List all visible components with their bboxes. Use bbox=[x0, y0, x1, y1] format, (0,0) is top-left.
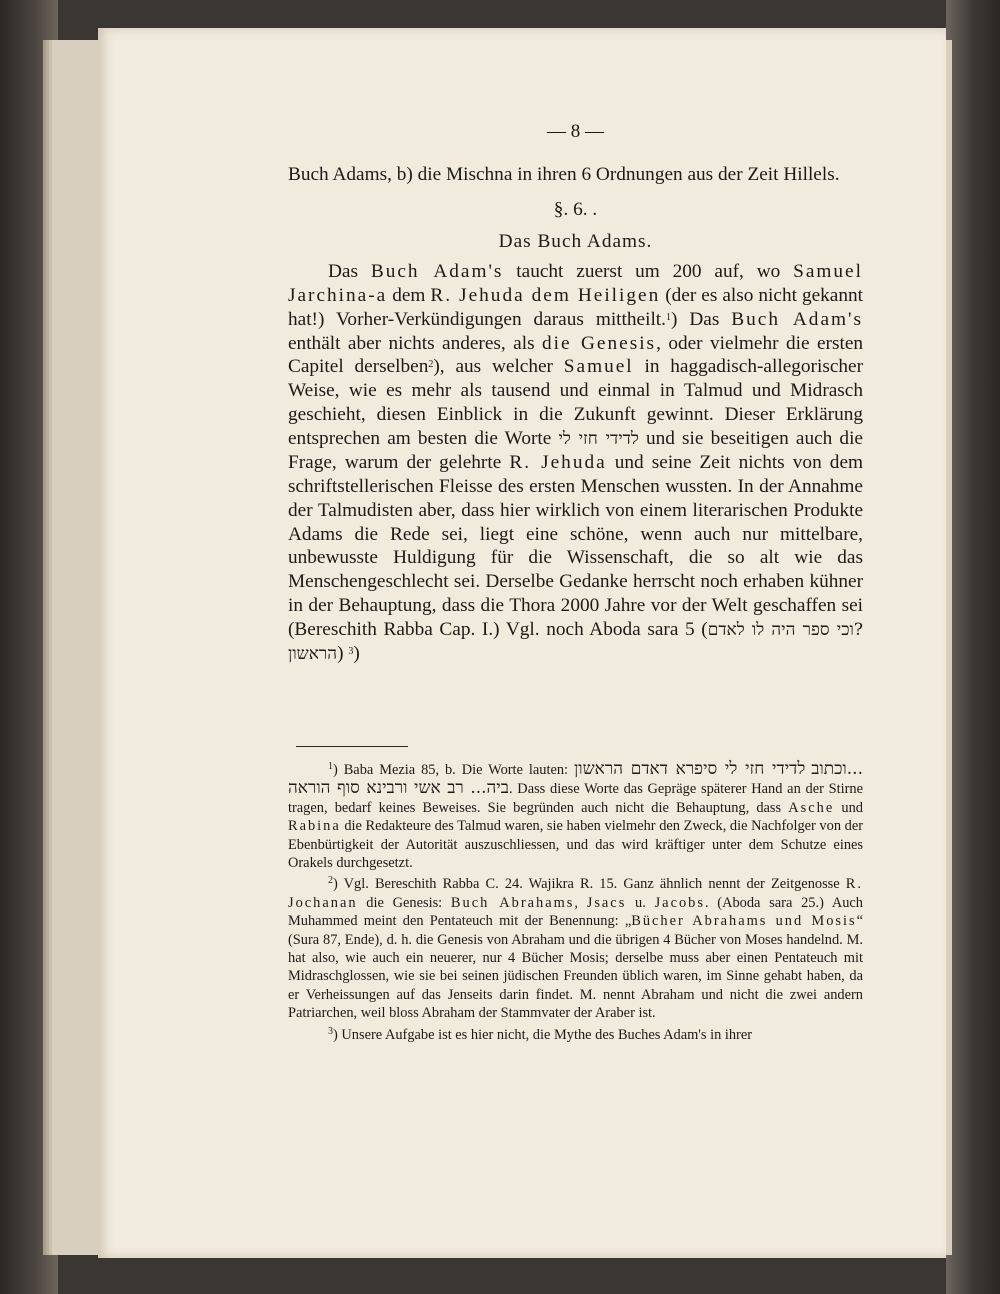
emphasis-samuel: Samuel bbox=[563, 356, 634, 378]
footnote-ref-1: 1 bbox=[665, 311, 671, 323]
page-number: — 8 — bbox=[547, 121, 604, 142]
emphasis-samuel-jarchina: Samuel Jarchina-a bbox=[288, 261, 863, 306]
scan-border-left bbox=[0, 0, 58, 1294]
footnote-2: $^2$) Vgl. Bereschith Rabba C. 24. Wajikra R. 15. Ganz ähnlich nennt der Zeitgenosse R. Jochanan die Genesis: Buch Abrahams, Jsacs u. Jacobs. (Aboda sara 25.) Auch Muhammed meint den Pentateuch mit der Benennung: „Bücher Abrahams und Mosis“ (Sura 87, Ende), d. h. die Genesis von Abraham und die übrigen 4 Bücher von Moses handelnd. M. hat also, wie auch ein neuerer, nur 4 Bücher Mosis; derselbe muss aber einen Pentateuch mit Midraschglossen, wie sie bei seinen jüdischen Freunden üblich waren, im Sinne gehabt haben, da er Verheissungen auf das Jenseits darin findet. M. nennt Abraham und nicht die zwei andern Patriarchen, weil bloss Abraham der Stammvater der Araber ist. bbox=[288, 875, 863, 1022]
footnote-divider bbox=[296, 746, 408, 747]
footnote-1: $^1$) Baba Mezia 85, b. Die Worte lauten: לדידי חזי לי סיפרא דאדם הראשון ...וכתוב ביה... רב אשי ורבינא סוף הוראה. Dass diese Worte das Gepräge späterer Hand an der Stirne tragen, bedarf keines Beweises. Sie begründen auch nicht die Behauptung, dass Asche und Rabina die Redakteure des Talmud waren, sie haben vielmehr den Zweck, die Nachfolger von der Ebenbürtigkeit der Autorität auszuschliessen, und das wird kräftiger unter dem Schutze eines Orakels durchgesetzt. bbox=[288, 759, 863, 872]
footnote-ref-2: 2 bbox=[428, 359, 434, 371]
footnote-3: $^3$) Unsere Aufgabe ist es hier nicht, die Mythe des Buches Adam's in ihrer bbox=[328, 1025, 753, 1043]
hebrew-quote-1: לדידי חזי לי bbox=[558, 428, 639, 449]
emphasis-buch-adams-2: Buch Adam's bbox=[731, 308, 863, 330]
footnotes bbox=[288, 760, 863, 1044]
emphasis-r-jehuda: R. Jehuda bbox=[509, 452, 607, 474]
paragraph-main: Das Buch Adam's taucht zuerst um 200 auf, wo Samuel Jarchina-a dem R. Jehuda dem Heiligen (der es also nicht gekannt hat!) Vorher-Verkündigungen daraus mittheilt.$^1$) Das Buch Adam's enthält aber nichts anderes, als die Genesis, oder vielmehr die ersten Capitel derselben$^2$), aus welcher Samuel in haggadisch-allegorischer Weise, wie es mehr als tausend und einmal in Talmud und Midrasch geschieht, diesen Einblick in die Zukunft gewinnt. Dieser Erklärung entsprechen am besten die Worte לדידי חזי לי und sie beseitigen auch die Frage, warum der gelehrte R. Jehuda und seine Zeit nichts von dem schriftstellerischen Fleisse des ersten Menschen wussten. In der Annahme der Talmudisten aber, dass hier wirklich von einem literarischen Produkte Adams die Rede sei, liegt eine schöne, wenn auch nur mittelbare, unbewusste Huldigung für die Wissenschaft, die so alt wie das Menschengeschlecht sei. Derselbe Gedanke herrscht noch erhaben kühner in der Behauptung, dass die Thora 2000 Jahre vor der Welt geschaffen sei (Bereschith Rabba Cap. I.) Vgl. noch Aboda sara 5 (?וכי ספר היה לו לאדם הראשון) $^3$) bbox=[288, 261, 864, 665]
emphasis-die-genesis: die Genesis bbox=[542, 332, 657, 354]
scan-border-right bbox=[946, 0, 1000, 1294]
emphasis-r-jehuda-heiligen: R. Jehuda dem Heiligen bbox=[430, 285, 661, 306]
section-heading: §. 6. . bbox=[553, 198, 598, 220]
emphasis-buch-adams: Buch Adam's bbox=[370, 261, 504, 283]
hebrew-quote-2: ?וכי ספר היה לו לאדם הראשון bbox=[288, 619, 864, 665]
section-title: Das Buch Adams. bbox=[498, 230, 653, 252]
footnote-1-hebrew-a: לדידי חזי לי סיפרא דאדם הראשון bbox=[573, 759, 806, 779]
paragraph-buch-adams-mischna: Buch Adams, b) die Mischna in ihren 6 Ordnungen aus der Zeit Hillels. bbox=[288, 164, 840, 185]
footnote-ref-3: 3 bbox=[348, 646, 354, 658]
footnote-1-hebrew-b: ...וכתוב ביה... רב אשי ורבינא סוף הוראה bbox=[288, 759, 863, 799]
main-text bbox=[288, 163, 863, 667]
